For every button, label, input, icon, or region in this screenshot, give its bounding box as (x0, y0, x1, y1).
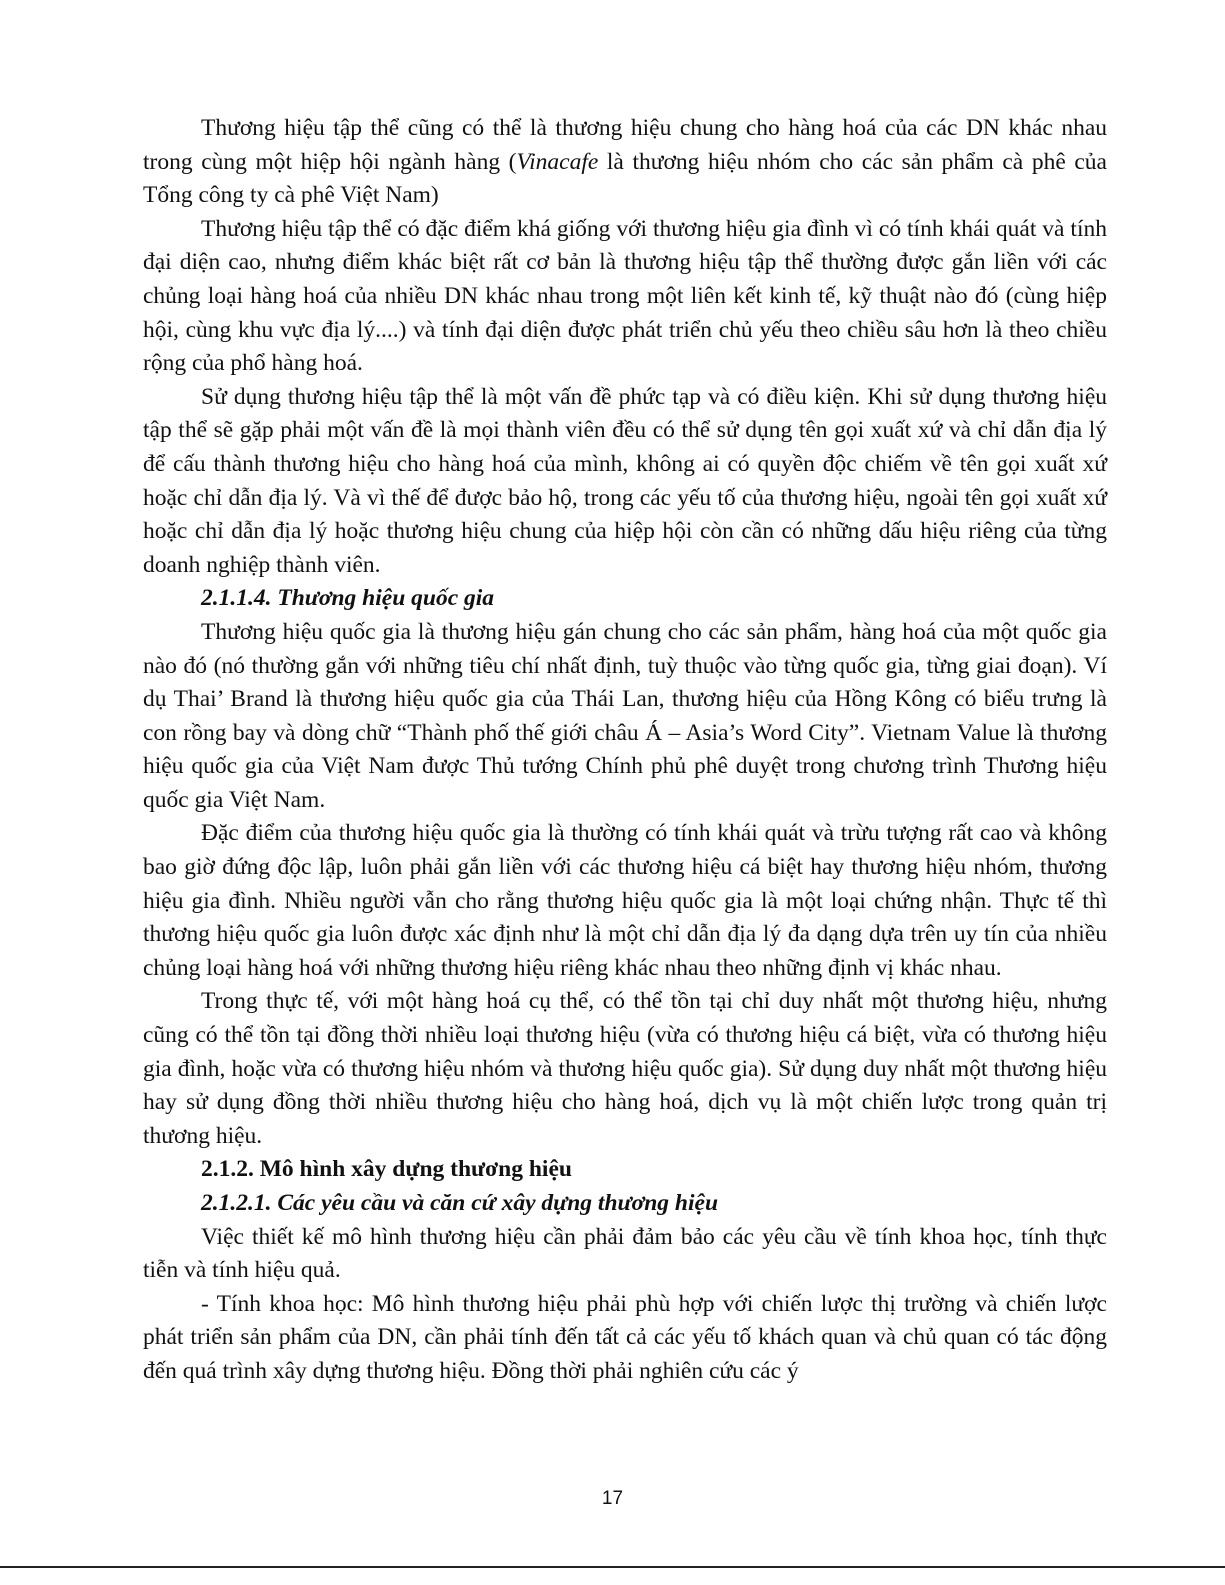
page-number: 17 (601, 1488, 624, 1509)
heading-national-brand: 2.1.1.4. Thương hiệu quốc gia (201, 585, 495, 612)
paragraph-national-brand-features: Đặc điểm của thương hiệu quốc gia là thường có tính khái quát và trừu tượng rất cao và không bao giờ đứng độc lập, luôn phải gắn liền với các thương hiệu cá biệt hay thương hiệu nhóm, thương hiệu gia đình. Nhiều người vẫn cho rằng thương hiệu quốc gia là một loại chứng nhận. Thực tế thì thương hiệu quốc gia luôn được xác định như là một chỉ dẫn địa lý đa dạng dựa trên uy tín của nhiều chủng loại hàng hoá với những thương hiệu riêng khác nhau theo những định vị khác nhau. (143, 820, 1107, 981)
paragraph-collective-brand-usage: Sử dụng thương hiệu tập thể là một vấn đề phức tạp và có điều kiện. Khi sử dụng thương hiệu tập thể sẽ gặp phải một vấn đề là mọi thành viên đều có thể sử dụng tên gọi xuất xứ và chỉ dẫn địa lý để cấu thành thương hiệu cho hàng hoá của mình, không ai có quyền độc chiếm về tên gọi xuất xứ hoặc chỉ dẫn địa lý. Và vì thế để được bảo hộ, trong các yếu tố của thương hiệu, ngoài tên gọi xuất xứ hoặc chỉ dẫn địa lý hoặc thương hiệu chung của hiệp hội còn cần có những dấu hiệu riêng của từng doanh nghiệp thành viên. (143, 383, 1107, 578)
heading-requirements: 2.1.2.1. Các yêu cầu và căn cứ xây dựng thương hiệu (201, 1190, 719, 1216)
paragraph-text: Thương hiệu tập thể cũng có thể là thương hiệu chung cho hàng hoá của các DN khác nhau trong cùng một hiệp hội ngành hàng ( (143, 115, 1107, 175)
paragraph-brand-strategy: Trong thực tế, với một hàng hoá cụ thể, có thể tồn tại chỉ duy nhất một thương hiệu, nhưng cũng có thể tồn tại đồng thời nhiều loại thương hiệu (vừa có thương hiệu cá biệt, vừa có thương hiệu gia đình, hoặc vừa có thương hiệu nhóm và thương hiệu quốc gia). Sử dụng duy nhất một thương hiệu hay sử dụng đồng thời nhiều thương hiệu cho hàng hoá, dịch vụ là một chiến lược trong quản trị thương hiệu. (143, 988, 1107, 1149)
paragraph-national-brand-definition: Thương hiệu quốc gia là thương hiệu gán chung cho các sản phẩm, hàng hoá của một quốc gia nào đó (nó thường gắn với những tiêu chí nhất định, tuỳ thuộc vào từng quốc gia, từng giai đoạn). Ví dụ Thai’ Brand là thương hiệu quốc gia của Thái Lan, thương hiệu của Hồng Kông có biểu trưng là con rồng bay và dòng chữ “Thành phố thế giới châu Á – Asia’s Word City”. Vietnam Value là thương hiệu quốc gia của Việt Nam được Thủ tướng Chính phủ phê duyệt trong chương trình Thương hiệu quốc gia Việt Nam. (143, 618, 1107, 813)
document-body (143, 112, 1107, 1389)
paragraph-collective-brand-features: Thương hiệu tập thể có đặc điểm khá giống với thương hiệu gia đình vì có tính khái quát và tính đại diện cao, nhưng điểm khác biệt rất cơ bản là thương hiệu tập thể thường được gắn liền với các chủng loại hàng hoá của nhiều DN khác nhau trong một liên kết kinh tế, kỹ thuật nào đó (cùng hiệp hội, cùng khu vực địa lý....) và tính đại diện được phát triển chủ yếu theo chiều sâu hơn là theo chiều rộng của phổ hàng hoá. (143, 215, 1107, 377)
vinacafe-italic: Vinacafe (516, 148, 599, 175)
section-heading-brand-model: 2.1.2. Mô hình xây dựng thương hiệu (201, 1156, 572, 1183)
paragraph-collective-brand-intro (143, 112, 1107, 213)
bottom-divider (0, 1566, 1225, 1568)
paragraph-requirements-intro: Việc thiết kế mô hình thương hiệu cần phải đảm bảo các yêu cầu về tính khoa học, tính thực tiễn và tính hiệu quả. (143, 1223, 1107, 1284)
paragraph-text: là thương hiệu nhóm cho các sản phẩm cà phê của Tổng công ty cà phê Việt Nam) (143, 148, 1107, 209)
paragraph-scientific-requirement: - Tính khoa học: Mô hình thương hiệu phải phù hợp với chiến lược thị trường và chiến lược phát triển sản phẩm của DN, cần phải tính đến tất cả các yếu tố khách quan và chủ quan có tác động đến quá trình xây dựng thương hiệu. Đồng thời phải nghiên cứu các ý (143, 1290, 1107, 1384)
